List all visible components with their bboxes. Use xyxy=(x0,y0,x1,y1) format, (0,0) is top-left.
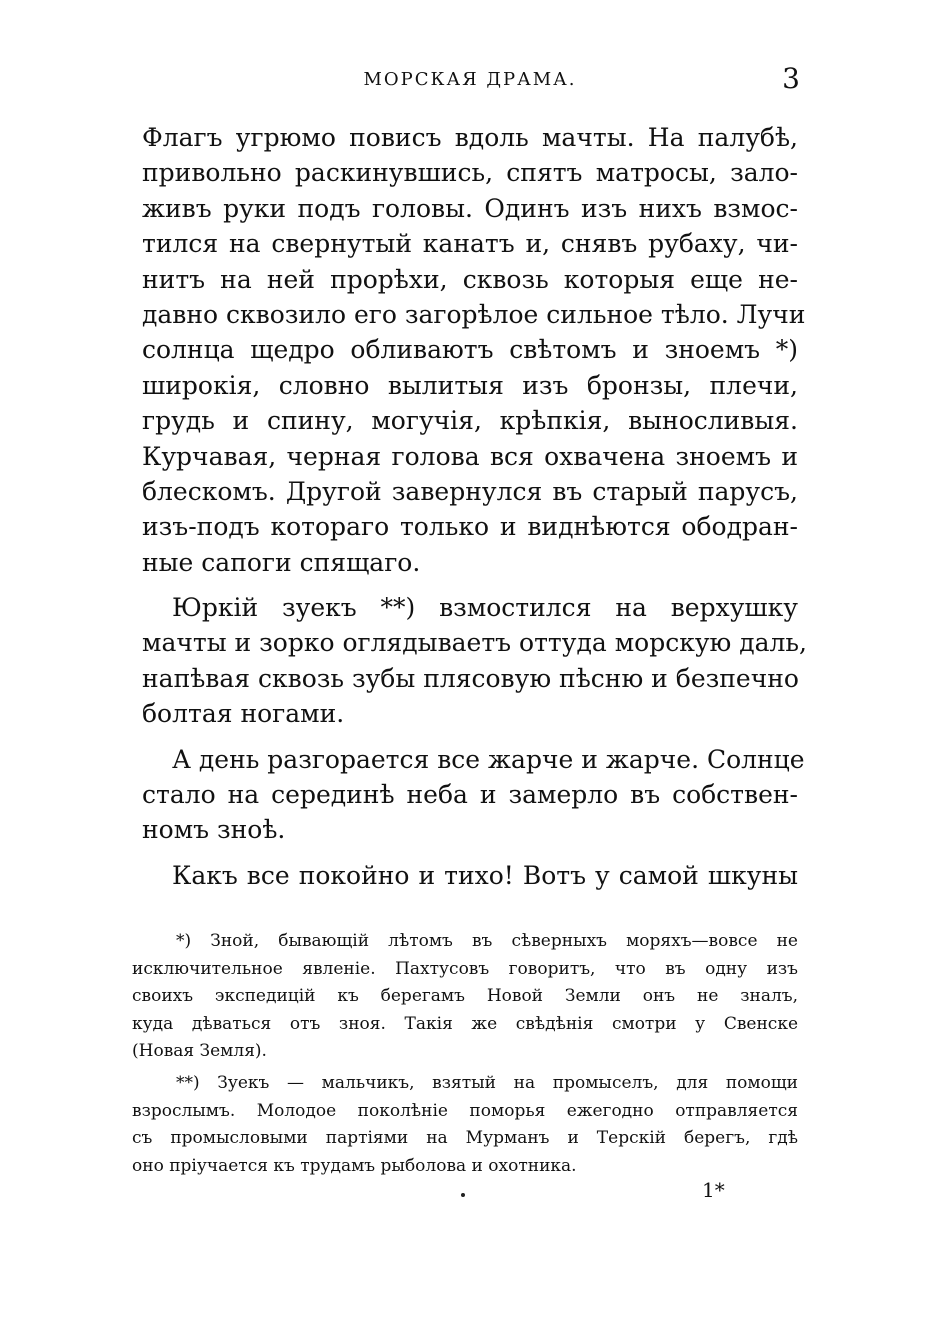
text-line: ные сапоги спящаго. xyxy=(142,547,421,577)
signature-mark: 1* xyxy=(702,1178,725,1202)
text-line: изъ-подъ котораго только и виднѣются ободран- xyxy=(142,512,798,542)
body-text xyxy=(142,120,807,893)
text-line: болтая ногами. xyxy=(142,699,345,729)
text-line: стало на серединѣ неба и замерло въ собствен- xyxy=(142,780,798,810)
footnote-line: съ промысловыми партіями на Мурманъ и Терскій берегъ, гдѣ xyxy=(132,1128,798,1149)
text-line: тился на свернутый канатъ и, снявъ рубаху, чи- xyxy=(142,229,798,259)
running-title: МОРСКАЯ ДРАМА. xyxy=(363,69,577,90)
text-line: давно сквозило его загорѣлое сильное тѣло. Лучи xyxy=(142,299,806,329)
footnote-line: своихъ экспедицій къ берегамъ Новой Земли онъ не зналъ, xyxy=(132,986,798,1007)
text-line: Какъ все покойно и тихо! Вотъ у самой шкуны xyxy=(172,860,798,890)
footnote-line: куда дѣваться отъ зноя. Такія же свѣдѣнія смотри у Свенске xyxy=(132,1013,798,1034)
footnotes xyxy=(132,928,798,1180)
text-line: Курчавая, черная голова вся охвачена зноемъ и xyxy=(142,441,798,471)
text-line: напѣвая сквозь зубы плясовую пѣсню и безпечно xyxy=(142,663,799,693)
text-line: нитъ на ней прорѣхи, сквозь которыя еще не- xyxy=(142,264,798,294)
footnote-line: **) Зуекъ — мальчикъ, взятый на промыселъ, для помощи xyxy=(176,1072,798,1093)
text-line: солнца щедро обливаютъ свѣтомъ и зноемъ *) xyxy=(142,335,798,365)
page-number: 3 xyxy=(782,62,800,95)
text-line: блескомъ. Другой завернулся въ старый парусъ, xyxy=(142,476,798,506)
footnote-line: *) Зной, бывающій лѣтомъ въ сѣверныхъ моряхъ—вовсе не xyxy=(176,931,798,951)
text-line: живъ руки подъ головы. Одинъ изъ нихъ взмос- xyxy=(142,193,798,223)
footnote-line: (Новая Земля). xyxy=(132,1041,267,1062)
text-line: Юркій зуекъ **) взмостился на верхушку xyxy=(172,593,798,623)
print-dot xyxy=(461,1193,465,1197)
running-head xyxy=(140,62,800,96)
text-line: привольно раскинувшись, спятъ матросы, зало- xyxy=(142,158,798,188)
paragraph-gap xyxy=(142,580,798,590)
text-line: широкія, словно вылитыя изъ бронзы, плечи, xyxy=(142,370,798,400)
footnote-line: исключительное явленіе. Пахтусовъ говоритъ, что въ одну изъ xyxy=(132,958,798,979)
paragraph-gap xyxy=(142,732,798,742)
paragraph-gap xyxy=(142,848,798,858)
text-line: мачты и зорко оглядываетъ оттуда морскую даль, xyxy=(142,628,807,658)
footnote-line: оно пріучается къ трудамъ рыболова и охотника. xyxy=(132,1155,577,1176)
text-line: А день разгорается все жарче и жарче. Солнце xyxy=(172,744,805,774)
text-line: грудь и спину, могучія, крѣпкія, выносливыя. xyxy=(142,406,798,436)
text-line: номъ знoѣ. xyxy=(142,815,286,845)
footnote-line: взрослымъ. Молодое поколѣніе поморья ежегодно отправляется xyxy=(132,1100,798,1121)
text-line: Флагъ угрюмо повисъ вдоль мачты. На палубѣ, xyxy=(142,123,798,152)
